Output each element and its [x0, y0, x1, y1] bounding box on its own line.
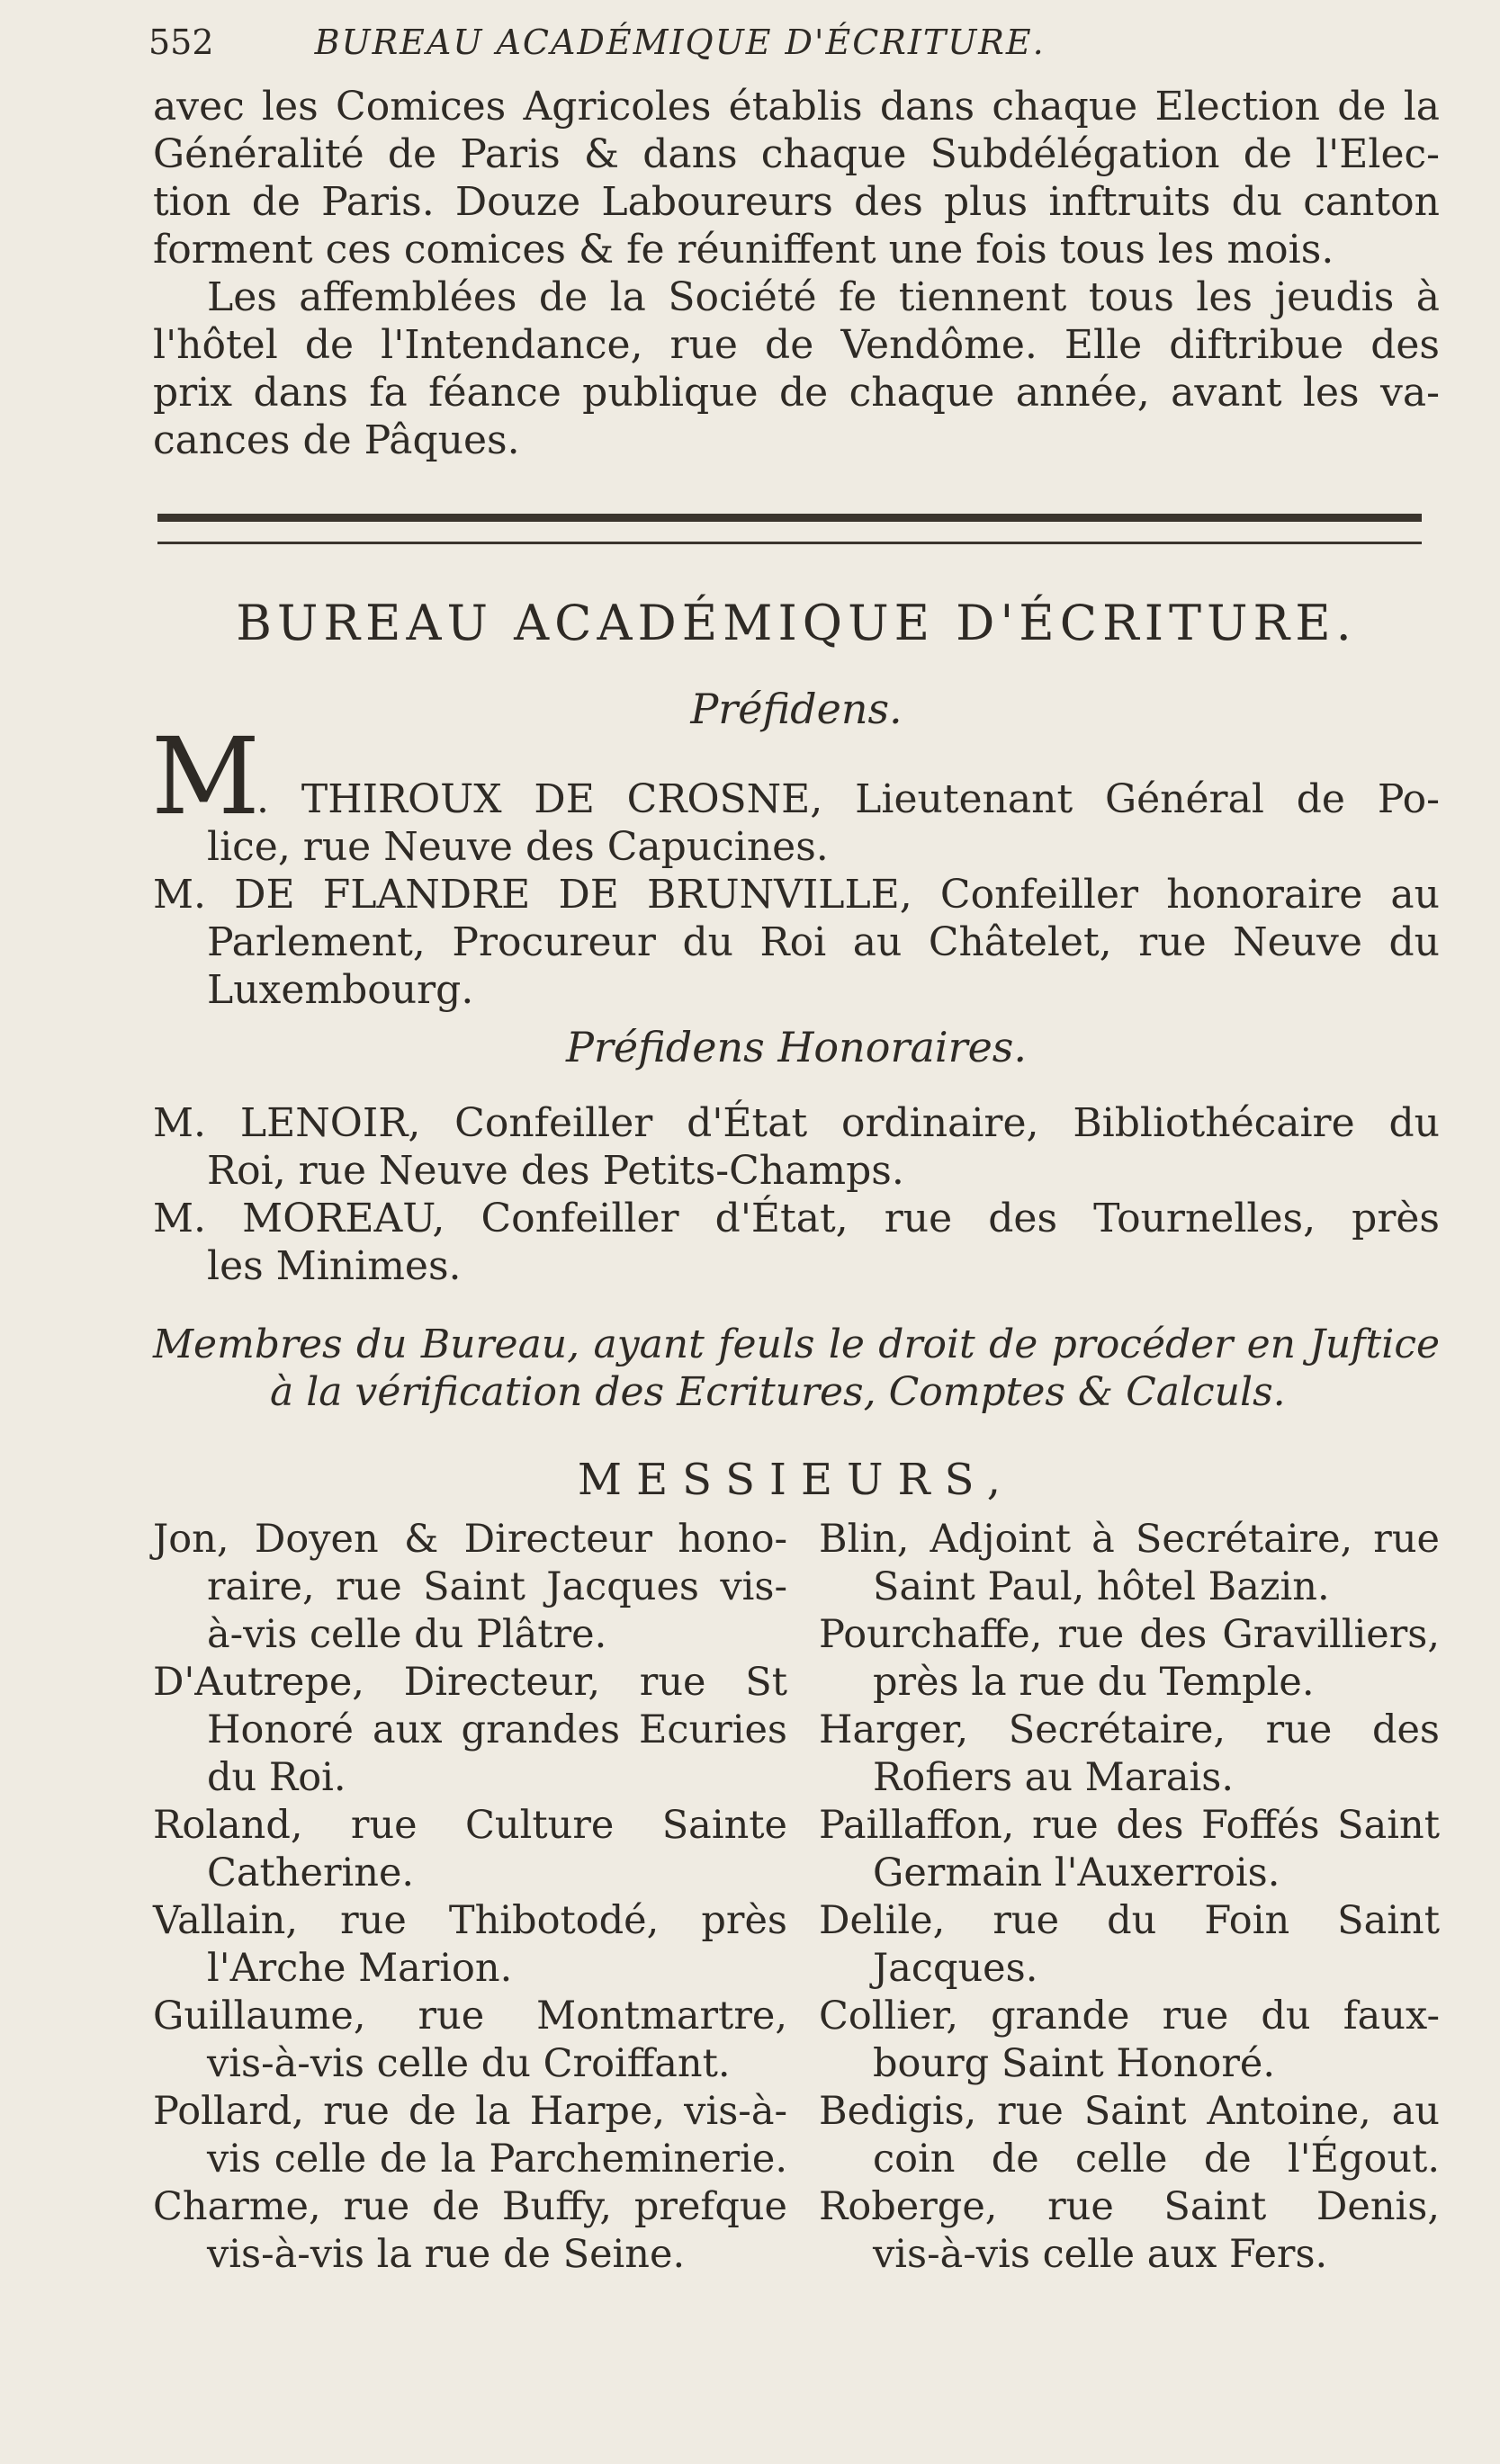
text-line: prix dans fa féance publique de chaque année, avant les va- [153, 370, 1440, 416]
text-line: coin de celle de l'Égout. [873, 2137, 1440, 2182]
text-line: l'hôtel de l'Intendance, rue de Vendôme. Elle diftribue des [153, 322, 1440, 368]
text-line: M. LENOIR, Confeiller d'État ordinaire, Bibliothécaire du [153, 1100, 1440, 1146]
text-line: Delile, rue du Foin Saint [819, 1898, 1440, 1943]
text-line: Jacques. [873, 1946, 1038, 1991]
text-line: Germain l'Auxerrois. [873, 1850, 1280, 1895]
text-line: Luxembourg. [207, 967, 474, 1013]
text-line: . THIROUX DE CROSNE, Lieutenant Général de Po- [256, 776, 1440, 822]
text-line: Paillaffon, rue des Foffés Saint [819, 1803, 1440, 1848]
text-line: Blin, Adjoint à Secrétaire, rue [819, 1517, 1440, 1562]
page-number: 552 [148, 22, 214, 62]
text-line: du Roi. [207, 1755, 346, 1800]
text-line: Vallain, rue Thibotodé, près [153, 1898, 787, 1943]
text-line: l'Arche Marion. [207, 1946, 513, 1991]
text-line: D'Autrepe, Directeur, rue St [153, 1660, 787, 1705]
text-line: à la vérification des Ecritures, Comptes & Calculs. [270, 1369, 1286, 1415]
text-line: Pollard, rue de la Harpe, vis-à- [153, 2089, 787, 2134]
text-line: M. DE FLANDRE DE BRUNVILLE, Confeiller honoraire au [153, 872, 1440, 918]
honoraires-heading: Préfidens Honoraires. [565, 1023, 1028, 1071]
intro-paragraph [153, 83, 1440, 464]
presidents-list [153, 775, 1440, 1014]
text-line: Roberge, rue Saint Denis, [819, 2184, 1440, 2229]
text-line: les Minimes. [207, 1243, 462, 1289]
text-line: Pourchaffe, rue des Gravilliers, [819, 1612, 1440, 1657]
members-left-column [153, 1516, 787, 2279]
text-line: bourg Saint Honoré. [873, 2041, 1275, 2086]
text-line: Collier, grande rue du faux- [819, 1994, 1440, 2038]
text-line: Jon, Doyen & Directeur hono- [153, 1517, 787, 1562]
members-right-column [819, 1516, 1440, 2279]
section-rule-thick [157, 514, 1422, 522]
text-line: vis-à-vis la rue de Seine. [207, 2232, 686, 2277]
drop-cap: M [151, 714, 260, 838]
text-line: Membres du Bureau, ayant feuls le droit de procéder en Juftice [153, 1322, 1440, 1367]
running-head [148, 20, 1408, 65]
text-line: vis celle de la Parcheminerie. [207, 2137, 787, 2182]
text-line: Charme, rue de Buffy, prefque [153, 2184, 787, 2229]
text-line: Catherine. [207, 1850, 415, 1895]
section-title: BUREAU ACADÉMIQUE D'ÉCRITURE. [236, 595, 1357, 651]
text-line: vis-à-vis celle aux Fers. [873, 2232, 1328, 2277]
text-line: tion de Paris. Douze Laboureurs des plus inftruits du canton [153, 179, 1440, 225]
text-line: près la rue du Temple. [873, 1660, 1315, 1705]
membres-heading [153, 1321, 1440, 1416]
text-line: à-vis celle du Plâtre. [207, 1612, 607, 1657]
text-line: avec les Comices Agricoles établis dans chaque Election de la [153, 84, 1440, 130]
section-rule-thin [157, 542, 1422, 544]
text-line: Bedigis, rue Saint Antoine, au [819, 2089, 1440, 2134]
text-line: raire, rue Saint Jacques vis- [207, 1564, 787, 1609]
text-line: Parlement, Procureur du Roi au Châtelet, rue Neuve du [207, 919, 1440, 965]
text-line: M. MOREAU, Confeiller d'État, rue des Tournelles, près [153, 1196, 1440, 1241]
text-line: Honoré aux grandes Ecuries [207, 1707, 787, 1752]
text-line: Généralité de Paris & dans chaque Subdélégation de l'Elec- [153, 131, 1440, 177]
running-title: BUREAU ACADÉMIQUE D'ÉCRITURE. [314, 22, 1046, 62]
text-line: Guillaume, rue Montmartre, [153, 1994, 787, 2038]
text-line: vis-à-vis celle du Croiffant. [207, 2041, 731, 2086]
text-line: Saint Paul, hôtel Bazin. [873, 1564, 1330, 1609]
text-line: forment ces comices & fe réuniffent une fois tous les mois. [153, 227, 1334, 273]
honoraires-list [153, 1099, 1440, 1290]
text-line: Les affemblées de la Société fe tiennent tous les jeudis à [207, 274, 1440, 320]
text-line: cances de Pâques. [153, 417, 520, 463]
text-line: Roi, rue Neuve des Petits-Champs. [207, 1148, 904, 1194]
text-line: Harger, Secrétaire, rue des [819, 1707, 1440, 1752]
text-line: Roland, rue Culture Sainte [153, 1803, 787, 1848]
messieurs-heading: MESSIEURS, [577, 1455, 1016, 1505]
text-line: lice, rue Neuve des Capucines. [207, 824, 829, 870]
text-line: Rofiers au Marais. [873, 1755, 1235, 1800]
presidents-heading: Préfidens. [690, 685, 903, 733]
